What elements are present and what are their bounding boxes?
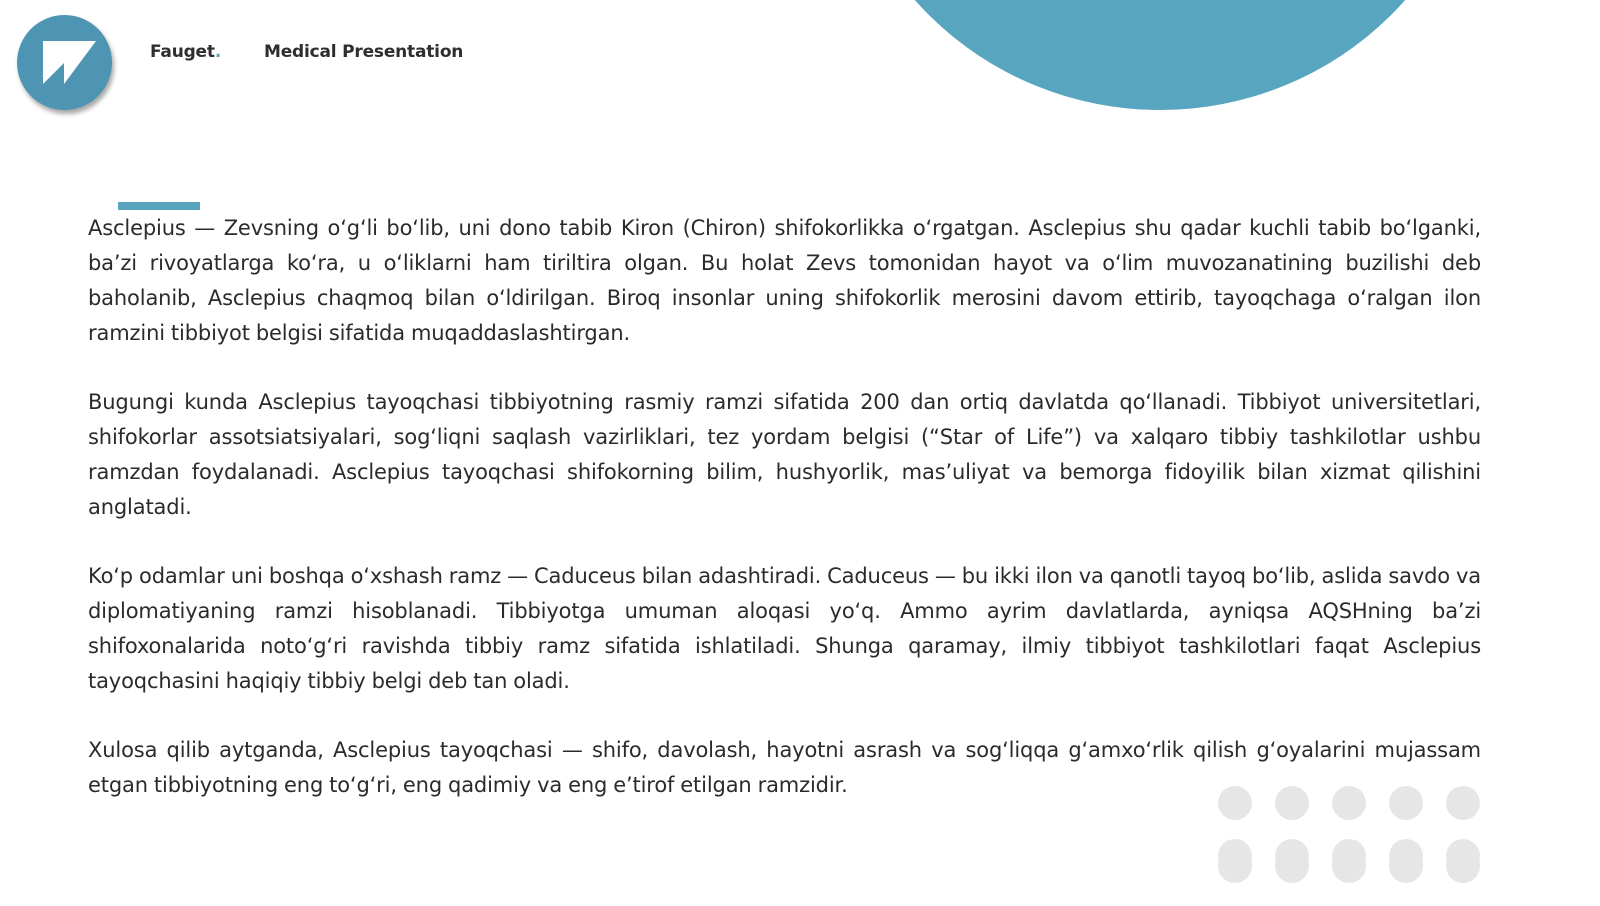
logo (17, 15, 112, 110)
decorative-top-circle (835, 0, 1485, 110)
decorative-dot (1332, 786, 1366, 820)
decorative-dot (1332, 849, 1366, 883)
paragraph-2: Bugungi kunda Asclepius tayoqchasi tibbiyotning rasmiy ramzi sifatida 200 dan ortiq davlatda qo‘llanadi. Tibbiyot universitetlari, shifokorlar assotsiatsiyalari, sog‘liqni saqlash vazirliklari, tez yordam belgisi (“Star of Life”) va xalqaro tibbiy tashkilotlar ushbu ramzdan foydalanadi. Asclepius tayoqchasi shifokorning bilim, hushyorlik, mas’uliyat va bemorga fidoyilik bilan xizmat qilishini anglatadi. (88, 390, 1481, 519)
decorative-dot (1218, 786, 1252, 820)
brand-name (150, 42, 221, 62)
page-title: Medical Presentation (264, 42, 464, 62)
brand-text: Fauget (150, 42, 215, 62)
decorative-dot-grid (1218, 786, 1488, 906)
paragraph-4: Xulosa qilib aytganda, Asclepius tayoqchasi — shifo, davolash, hayotni asrash va sog‘liqqa g‘amxo‘rlik qilish g‘oyalarini mujassam etgan tibbiyotning eng to‘g‘ri, eng qadimiy va eng e’tirof etilgan ramzidir. (88, 738, 1481, 797)
decorative-dot (1446, 849, 1480, 883)
paragraph-1: Asclepius — Zevsning o‘g‘li bo‘lib, uni dono tabib Kiron (Chiron) shifokorlikka o‘rgatgan. Asclepius shu qadar kuchli tabib bo‘lganki, ba’zi rivoyatlarga ko‘ra, u o‘liklarni ham tiriltira olgan. Bu holat Zevs tomonidan hayot va o‘lim muvozanatining buzilishi deb baholanib, Asclepius chaqmoq bilan o‘ldirilgan. Biroq insonlar uning shifokorlik merosini davom ettirib, tayoqchaga o‘ralgan ilon ramzini tibbiyot belgisi sifatida muqaddaslashtirgan. (88, 216, 1481, 345)
paragraph-3: Ko‘p odamlar uni boshqa o‘xshash ramz — Caduceus bilan adashtiradi. Caduceus — bu ikki ilon va qanotli tayoq bo‘lib, aslida savdo va diplomatiyaning ramzi hisoblanadi. Tibbiyotga umuman aloqasi yo‘q. Ammo ayrim davlatlarda, ayniqsa AQSHning ba’zi shifoxonalarida noto‘g‘ri ravishda tibbiy ramz sifatida ishlatiladi. Shunga qaramay, ilmiy tibbiyot tashkilotlari faqat Asclepius tayoqchasini haqiqiy tibbiy belgi deb tan oladi. (88, 564, 1482, 693)
decorative-dot (1275, 849, 1309, 883)
decorative-dot (1446, 786, 1480, 820)
decorative-dot (1275, 786, 1309, 820)
body-text (88, 211, 1481, 837)
decorative-dot (1389, 786, 1423, 820)
brand-dot: . (214, 42, 222, 62)
decorative-dot (1389, 849, 1423, 883)
accent-bar (118, 202, 200, 210)
decorative-dot (1218, 849, 1252, 883)
